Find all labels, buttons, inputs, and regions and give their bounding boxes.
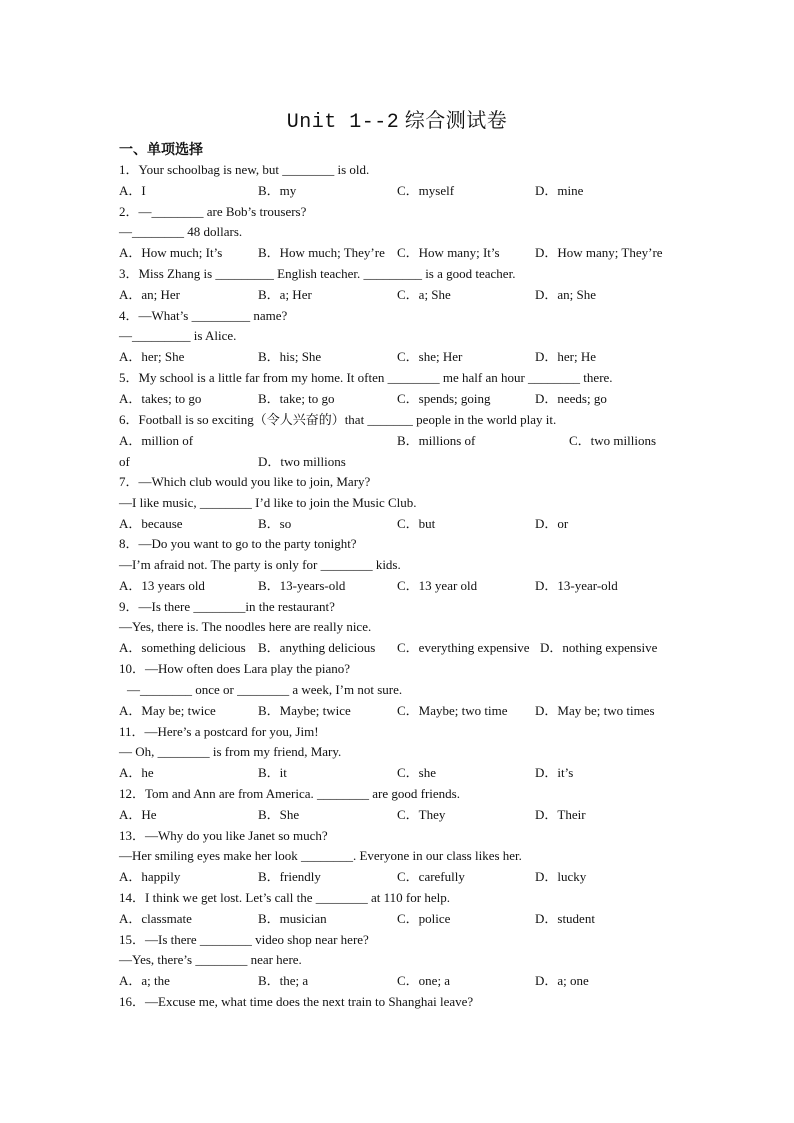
question-1-options bbox=[119, 183, 699, 199]
question-10-stem: 10．—How often does Lara play the piano? bbox=[119, 661, 351, 676]
option-a: A．He bbox=[119, 807, 157, 822]
option-c: C．myself bbox=[397, 183, 455, 198]
question-15-stem: 15．—Is there ________ video shop near here? bbox=[119, 932, 369, 947]
question-6-stem: 6．Football is so exciting（令人兴奋的）that _______ people in the world play it. bbox=[119, 412, 557, 427]
option-b: B．millions of bbox=[397, 433, 476, 448]
option-d: D．her; He bbox=[535, 349, 597, 364]
option-b: B．the; a bbox=[258, 973, 309, 988]
option-a: A．How much; It’s bbox=[119, 245, 223, 260]
option-b: B．my bbox=[258, 183, 297, 198]
option-c: C．she; Her bbox=[397, 349, 463, 364]
option-a: A．an; Her bbox=[119, 287, 181, 302]
question-9-options bbox=[119, 640, 699, 656]
option-b: B．it bbox=[258, 765, 287, 780]
question-11-options bbox=[119, 765, 699, 781]
question-5-stem: 5．My school is a little far from my home. It often ________ me half an hour ________ there. bbox=[119, 370, 613, 385]
question-2-stem: 2．—________ are Bob’s trousers? bbox=[119, 204, 307, 219]
option-c: C．two millions bbox=[569, 433, 657, 448]
option-a: A．classmate bbox=[119, 911, 192, 926]
option-b: B．his; She bbox=[258, 349, 322, 364]
question-3-options bbox=[119, 287, 699, 303]
question-13-answer-line: —Her smiling eyes make her look ________. Everyone in our class likes her. bbox=[119, 848, 522, 863]
option-d: D．nothing expensive bbox=[540, 640, 658, 655]
option-c: C．everything expensive bbox=[397, 640, 530, 655]
question-10-options bbox=[119, 703, 699, 719]
option-c: C．one; a bbox=[397, 973, 451, 988]
section-heading: 一、单项选择 bbox=[119, 143, 203, 158]
question-6-options bbox=[119, 433, 699, 449]
option-a: A．because bbox=[119, 516, 183, 531]
option-b: B．She bbox=[258, 807, 300, 822]
question-4-answer-line: —_________ is Alice. bbox=[119, 328, 237, 343]
question-4-stem: 4．—What’s _________ name? bbox=[119, 308, 288, 323]
option-d: D．it’s bbox=[535, 765, 574, 780]
option-d: D．May be; two times bbox=[535, 703, 655, 718]
option-c: C．spends; going bbox=[397, 391, 491, 406]
option-a: A．a; the bbox=[119, 973, 170, 988]
option-d: D．student bbox=[535, 911, 595, 926]
option-d: D．an; She bbox=[535, 287, 597, 302]
option-c: C．They bbox=[397, 807, 446, 822]
question-4-options bbox=[119, 349, 699, 365]
question-13-stem: 13．—Why do you like Janet so much? bbox=[119, 828, 328, 843]
question-11-stem: 11．—Here’s a postcard for you, Jim! bbox=[119, 724, 319, 739]
question-2-answer-line: —________ 48 dollars. bbox=[119, 224, 243, 239]
option-b: B．a; Her bbox=[258, 287, 312, 302]
option-c-continued: of bbox=[119, 454, 130, 469]
question-7-options bbox=[119, 516, 699, 532]
option-c: C．carefully bbox=[397, 869, 465, 884]
option-c: C．13 year old bbox=[397, 578, 478, 593]
option-b: B．anything delicious bbox=[258, 640, 376, 655]
option-c: C．police bbox=[397, 911, 451, 926]
option-c: C．a; She bbox=[397, 287, 451, 302]
question-1-stem: 1．Your schoolbag is new, but ________ is old. bbox=[119, 162, 370, 177]
option-b: B．musician bbox=[258, 911, 327, 926]
option-a: A．her; She bbox=[119, 349, 185, 364]
option-d: D．needs; go bbox=[535, 391, 607, 406]
question-12-options bbox=[119, 807, 699, 823]
option-a: A．something delicious bbox=[119, 640, 246, 655]
option-b: B．friendly bbox=[258, 869, 321, 884]
option-c: C．Maybe; two time bbox=[397, 703, 508, 718]
title-cjk: 综合测试卷 bbox=[404, 110, 508, 132]
option-a: A．million of bbox=[119, 433, 194, 448]
option-c: C．but bbox=[397, 516, 436, 531]
option-b: B．so bbox=[258, 516, 292, 531]
option-c: C．How many; It’s bbox=[397, 245, 500, 260]
option-a: A．he bbox=[119, 765, 154, 780]
question-8-stem: 8．—Do you want to go to the party tonight? bbox=[119, 536, 357, 551]
question-9-stem: 9．—Is there ________in the restaurant? bbox=[119, 599, 335, 614]
question-3-stem: 3．Miss Zhang is _________ English teacher. _________ is a good teacher. bbox=[119, 266, 516, 281]
question-14-options bbox=[119, 911, 699, 927]
option-a: A．May be; twice bbox=[119, 703, 216, 718]
question-6-options-cont bbox=[119, 454, 699, 470]
question-8-answer-line: —I’m afraid not. The party is only for ________ kids. bbox=[119, 557, 401, 572]
option-b: B．take; to go bbox=[258, 391, 335, 406]
option-a: A．13 years old bbox=[119, 578, 205, 593]
title-unit: Unit 1--2 bbox=[286, 111, 400, 134]
question-11-answer-line: — Oh, ________ is from my friend, Mary. bbox=[119, 744, 342, 759]
option-a: A．I bbox=[119, 183, 146, 198]
question-13-options bbox=[119, 869, 699, 885]
question-16-stem: 16．—Excuse me, what time does the next train to Shanghai leave? bbox=[119, 994, 474, 1009]
page-title bbox=[0, 104, 794, 134]
question-2-options bbox=[119, 245, 699, 261]
option-d: D．13-year-old bbox=[535, 578, 618, 593]
option-b: B．13-years-old bbox=[258, 578, 346, 593]
question-5-options bbox=[119, 391, 699, 407]
option-c: C．she bbox=[397, 765, 437, 780]
question-8-options bbox=[119, 578, 699, 594]
question-14-stem: 14．I think we get lost. Let’s call the ________ at 110 for help. bbox=[119, 890, 450, 905]
option-a: A．happily bbox=[119, 869, 181, 884]
option-b: B．How much; They’re bbox=[258, 245, 385, 260]
question-10-answer-line: —________ once or ________ a week, I’m not sure. bbox=[127, 682, 403, 697]
option-b: B．Maybe; twice bbox=[258, 703, 351, 718]
question-9-answer-line: —Yes, there is. The noodles here are really nice. bbox=[119, 619, 372, 634]
option-d: D．mine bbox=[535, 183, 584, 198]
question-12-stem: 12．Tom and Ann are from America. ________ are good friends. bbox=[119, 786, 460, 801]
option-d: D．two millions bbox=[258, 454, 346, 469]
question-15-answer-line: —Yes, there’s ________ near here. bbox=[119, 952, 302, 967]
option-d: D．Their bbox=[535, 807, 586, 822]
option-d: D．or bbox=[535, 516, 569, 531]
question-7-answer-line: —I like music, ________ I’d like to join the Music Club. bbox=[119, 495, 417, 510]
option-d: D．lucky bbox=[535, 869, 587, 884]
option-d: D．a; one bbox=[535, 973, 589, 988]
option-a: A．takes; to go bbox=[119, 391, 202, 406]
option-d: D．How many; They’re bbox=[535, 245, 663, 260]
question-7-stem: 7．—Which club would you like to join, Mary? bbox=[119, 474, 371, 489]
question-15-options bbox=[119, 973, 699, 989]
